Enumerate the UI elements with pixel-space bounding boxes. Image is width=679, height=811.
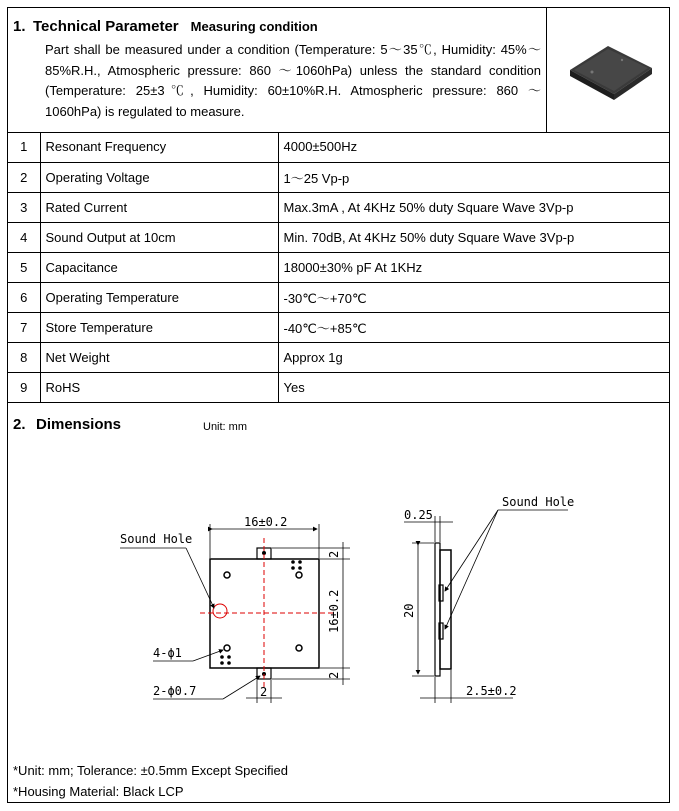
- measuring-condition-text: Part shall be measured under a condition (Temperature: 5～35℃, Humidity: 45%～85%R.H., Atmospheric pressure: 860 ～1060hPa) unless the standard condition (Temperature: 25±3℃, Humidity: 60±10%R.H. Atmospheric pressure: 860 ～1060hPa) is regulated to measure.: [45, 42, 541, 119]
- param-value: Min. 70dB, At 4KHz 50% duty Square Wave 3Vp-p: [278, 222, 669, 252]
- side-depth-dimension: 2.5±0.2: [466, 684, 517, 698]
- sound-hole-label-left: Sound Hole: [120, 532, 193, 546]
- table-row: [8, 282, 669, 312]
- material-note: *Housing Material: Black LCP: [13, 784, 184, 799]
- dimension-drawing: [8, 438, 669, 758]
- section1-heading: [13, 18, 318, 35]
- param-value: 18000±30% pF At 1KHz: [278, 252, 669, 282]
- row-number: 1: [8, 132, 40, 162]
- param-name: Operating Voltage: [40, 162, 278, 192]
- param-value: -40℃～+85℃: [278, 312, 669, 342]
- side-height-dimension: 20: [402, 603, 416, 618]
- section2-title: Dimensions: [36, 416, 122, 433]
- param-name: RoHS: [40, 372, 278, 402]
- section1-title: Technical Parameter: [33, 18, 179, 35]
- table-row: [8, 222, 669, 252]
- sound-hole-label-right: Sound Hole: [502, 495, 575, 509]
- param-value: -30℃～+70℃: [278, 282, 669, 312]
- param-name: Resonant Frequency: [40, 132, 278, 162]
- thickness-dimension: 0.25: [404, 508, 433, 522]
- param-name: Rated Current: [40, 192, 278, 222]
- row-number: 3: [8, 192, 40, 222]
- table-row: [8, 372, 669, 402]
- section1-number: 1.: [13, 18, 26, 35]
- table-row: [8, 132, 669, 162]
- row-number: 7: [8, 312, 40, 342]
- four-holes-label: 4-ϕ1: [153, 646, 182, 660]
- product-photo: [548, 8, 669, 132]
- tab-dimension-top: 2: [327, 550, 341, 558]
- param-value: 1～25 Vp-p: [278, 162, 669, 192]
- row-number: 9: [8, 372, 40, 402]
- section1-subtitle: Measuring condition: [190, 19, 318, 34]
- tab-dimension-under: 2: [260, 685, 268, 699]
- param-name: Net Weight: [40, 342, 278, 372]
- table-row: [8, 192, 669, 222]
- two-holes-label: 2-ϕ0.7: [153, 684, 197, 698]
- header-text-cell: [8, 8, 547, 132]
- section2-number: 2.: [13, 416, 26, 433]
- tolerance-note: *Unit: mm; Tolerance: ±0.5mm Except Specified: [13, 763, 288, 778]
- param-name: Store Temperature: [40, 312, 278, 342]
- row-number: 2: [8, 162, 40, 192]
- row-number: 4: [8, 222, 40, 252]
- front-view: [120, 515, 350, 703]
- param-value: Max.3mA , At 4KHz 50% duty Square Wave 3Vp-p: [278, 192, 669, 222]
- param-name: Sound Output at 10cm: [40, 222, 278, 252]
- row-number: 8: [8, 342, 40, 372]
- section2-heading: [13, 416, 121, 433]
- section-technical-parameter: [8, 8, 669, 133]
- width-dimension: 16±0.2: [244, 515, 288, 529]
- table-row: [8, 162, 669, 192]
- side-view: [402, 495, 574, 703]
- param-value: Approx 1g: [278, 342, 669, 372]
- table-row: [8, 342, 669, 372]
- table-row: [8, 252, 669, 282]
- param-name: Operating Temperature: [40, 282, 278, 312]
- row-number: 5: [8, 252, 40, 282]
- param-value: Yes: [278, 372, 669, 402]
- tab-dimension-bottom: 2: [327, 671, 341, 679]
- param-value: 4000±500Hz: [278, 132, 669, 162]
- spec-sheet: [7, 7, 670, 803]
- row-number: 6: [8, 282, 40, 312]
- param-name: Capacitance: [40, 252, 278, 282]
- parameter-table: [8, 132, 669, 403]
- height-dimension: 16±0.2: [327, 589, 341, 633]
- dimension-unit: Unit: mm: [203, 421, 247, 433]
- table-row: [8, 312, 669, 342]
